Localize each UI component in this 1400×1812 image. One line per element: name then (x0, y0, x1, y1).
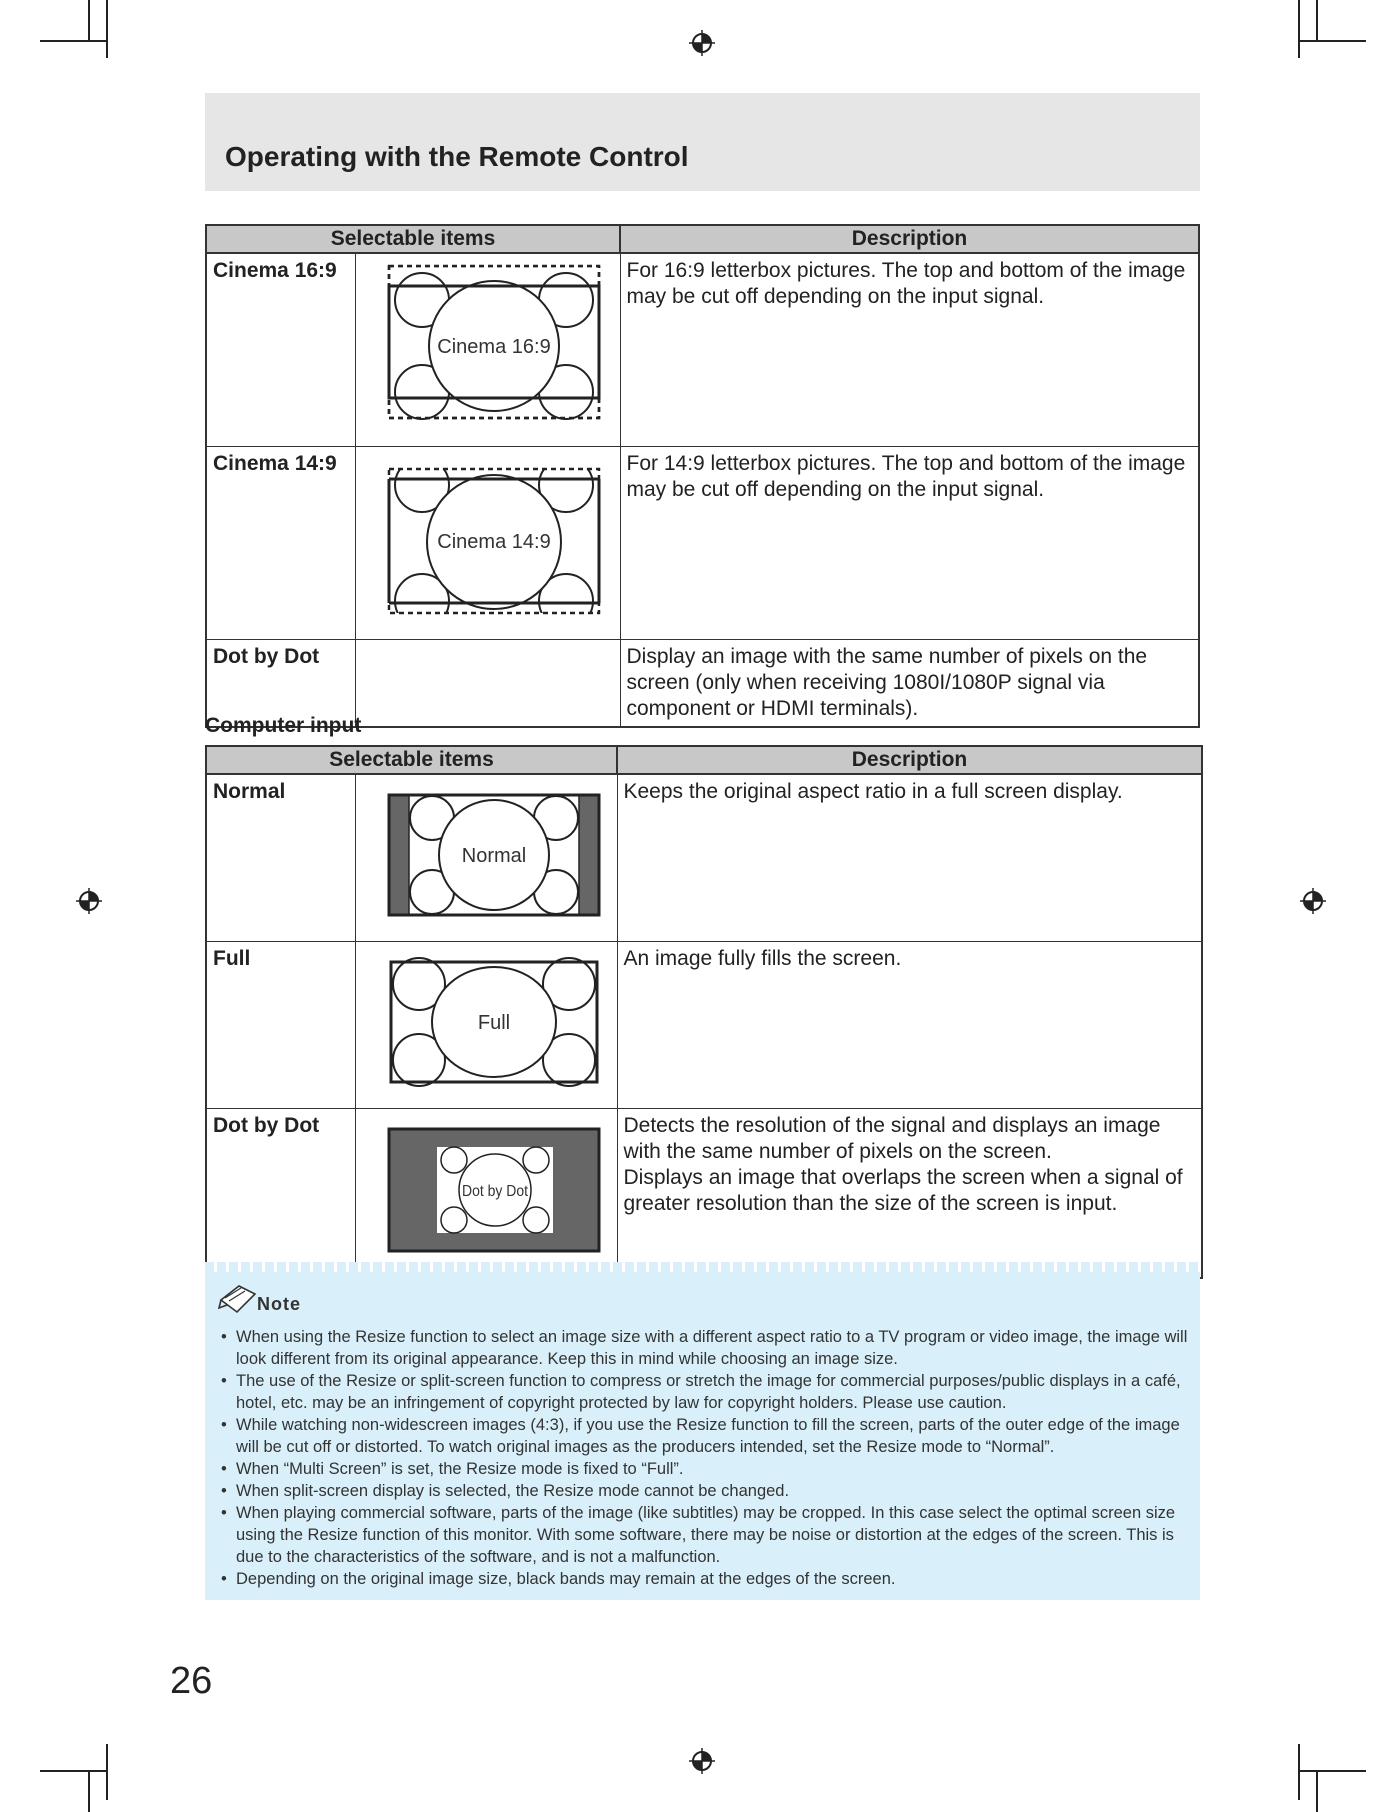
note-item: • When using the Resize function to select an image size with a different aspect ratio to a TV program or video image, the image will look different from its original appearance. Keep this in mind while choosing an image size. (219, 1326, 1194, 1370)
note-item: • When split-screen display is selected, the Resize mode cannot be changed. (219, 1480, 1194, 1502)
note-item: • When “Multi Screen” is set, the Resize mode is fixed to “Full”. (219, 1458, 1194, 1480)
column-header: Description (620, 225, 1199, 253)
registration-mark-icon (689, 1748, 715, 1774)
note-item: • When playing commercial software, parts of the image (like subtitles) may be cropped. In this case select the optimal screen size using the Resize function of this monitor. With some software, there may be noise or distortion at the edges of the screen. This is due to the characteristics of the software, and is not a malfunction. (219, 1502, 1194, 1568)
figure-cell (355, 774, 617, 942)
figure-label: Dot by Dot (461, 1183, 528, 1200)
cinema-14-9-diagram-icon (362, 451, 627, 628)
note-title: Note (257, 1294, 301, 1314)
section-label: Computer input (205, 714, 362, 737)
crop-mark (1298, 1744, 1300, 1800)
item-name: Dot by Dot (206, 640, 355, 728)
column-header: Description (617, 746, 1202, 774)
registration-mark-icon (1300, 888, 1326, 914)
crop-mark (88, 0, 90, 40)
table-row (206, 253, 1199, 447)
registration-mark-icon (689, 30, 715, 56)
normal-diagram-icon (362, 779, 624, 930)
item-name: Normal (206, 774, 355, 942)
item-description: Display an image with the same number of pixels on the screen (only when receiving 1080I/1080P signal via component or HDMI terminals). (620, 640, 1199, 728)
item-description: Keeps the original aspect ratio in a full screen display. (617, 774, 1202, 942)
note-item: • While watching non-widescreen images (4:3), if you use the Resize function to fill the screen, parts of the outer edge of the image will be cut off or distorted. To watch original images as the producers intended, set the Resize mode to “Normal”. (219, 1414, 1194, 1458)
item-name: Cinema 14:9 (206, 447, 355, 640)
page-title: Operating with the Remote Control (225, 141, 689, 172)
figure-cell (355, 942, 617, 1109)
column-header: Selectable items (206, 225, 620, 253)
note-box (205, 1270, 1200, 1600)
crop-mark (40, 40, 106, 42)
column-header: Selectable items (206, 746, 617, 774)
crop-mark (1298, 0, 1300, 58)
crop-mark (1316, 0, 1318, 40)
item-description: An image fully fills the screen. (617, 942, 1202, 1109)
crop-mark (1300, 40, 1366, 42)
note-list (219, 1326, 1194, 1590)
item-description: For 16:9 letterbox pictures. The top and bottom of the image may be cut off depending on the input signal. (620, 253, 1199, 447)
figure-label: Cinema 14:9 (436, 531, 551, 553)
table-header-row (206, 225, 1199, 253)
note-top-edge (205, 1262, 1200, 1272)
description-line: Displays an image that overlaps the screen when a signal of greater resolution than the size of the screen is input. (623, 1166, 1183, 1215)
table-header-row (206, 746, 1202, 774)
cinema-16-9-diagram-icon (362, 258, 627, 435)
item-name: Full (206, 942, 355, 1109)
crop-mark (40, 1770, 106, 1772)
table-row (206, 447, 1199, 640)
crop-mark (106, 0, 108, 58)
dot-by-dot-diagram-icon (362, 1113, 624, 1266)
section-header (205, 93, 1200, 191)
figure-label: Full (477, 1012, 510, 1034)
figure-cell (355, 253, 620, 447)
item-name: Dot by Dot (206, 1109, 355, 1279)
crop-mark (1316, 1770, 1318, 1812)
computer-input-table (205, 745, 1203, 1279)
crop-mark (1300, 1770, 1366, 1772)
figure-cell (355, 447, 620, 640)
page-number: 26 (170, 1660, 213, 1702)
pencil-note-icon (217, 1284, 257, 1314)
table-row (206, 942, 1202, 1109)
full-diagram-icon (362, 946, 624, 1097)
figure-label: Cinema 16:9 (436, 336, 551, 358)
item-name: Cinema 16:9 (206, 253, 355, 447)
item-description: For 14:9 letterbox pictures. The top and bottom of the image may be cut off depending on the input signal. (620, 447, 1199, 640)
figure-label: Normal (461, 845, 526, 867)
crop-mark (106, 1744, 108, 1800)
description-line: Detects the resolution of the signal and displays an image with the same number of pixels on the screen. (623, 1114, 1161, 1163)
table-row (206, 1109, 1202, 1279)
crop-mark (88, 1770, 90, 1812)
table-row (206, 774, 1202, 942)
figure-cell (355, 1109, 617, 1279)
item-description (617, 1109, 1202, 1279)
resize-table (205, 224, 1200, 728)
note-item: • Depending on the original image size, black bands may remain at the edges of the screen. (219, 1568, 1194, 1590)
note-item: • The use of the Resize or split-screen function to compress or stretch the image for commercial purposes/public displays in a café, hotel, etc. may be an infringement of copyright protected by law for copyright holders. Please use caution. (219, 1370, 1194, 1414)
registration-mark-icon (76, 888, 102, 914)
figure-cell (355, 640, 620, 728)
